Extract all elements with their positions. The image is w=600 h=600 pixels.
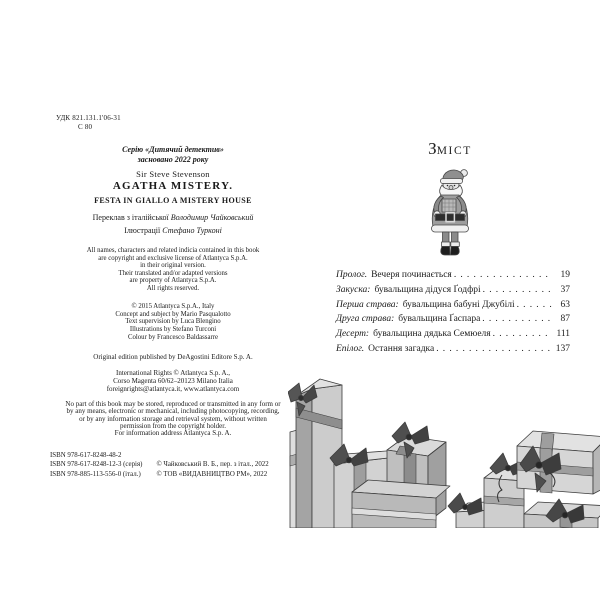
toc-entry <box>336 342 570 357</box>
copyright-line: Colour by Francesco Baldassarre <box>127 333 219 341</box>
toc-entry-text: Вечеря починається <box>371 270 452 280</box>
toc-entry <box>336 312 570 327</box>
gifts-illustration-wrap <box>288 372 600 528</box>
santa-illustration <box>424 166 476 258</box>
toc-entry-label: Десерт: <box>336 329 370 340</box>
series-note <box>50 145 296 165</box>
toc-dot-leader <box>517 298 552 313</box>
copyright-line: Illustrations by Stefano Turconi <box>129 326 217 334</box>
illustrator-prefix: Ілюстрації <box>124 226 163 235</box>
copyright-line: Text supervision by Luca Blengino <box>125 318 221 326</box>
contents-heading-initial: З <box>428 139 437 158</box>
rights-block <box>156 460 268 479</box>
table-of-contents <box>336 268 570 357</box>
isbn-line: ISBN 978-617-8248-12-3 (серія) <box>50 461 143 469</box>
reproduction-line: or by any information storage and retrieval system, without written <box>79 414 267 423</box>
international-rights-block <box>50 369 296 394</box>
series-note-line2: засновано 2022 року <box>137 155 209 164</box>
toc-entry-page: 19 <box>560 270 570 280</box>
license-line: are copyright and exclusive license of Atlantyca S.p.A. <box>98 254 248 262</box>
isbn-and-rights <box>50 451 296 480</box>
gifts-illustration <box>288 372 600 528</box>
illustrator-line <box>50 226 296 236</box>
copyright-line: © 2015 Atlantyca S.p.A., Italy <box>131 303 215 310</box>
series-note-line1: Серію «Дитячий детектив» <box>122 145 224 154</box>
license-line: All names, characters and related indicia contained in this book <box>86 247 260 254</box>
toc-entry-page: 111 <box>556 329 570 340</box>
imprint-column <box>50 114 296 480</box>
santa-illustration-wrap <box>300 166 600 258</box>
contents-heading-rest: МІСТ <box>436 145 472 157</box>
udc-number: УДК 821.131.1'06-31 <box>56 114 121 122</box>
contents-page <box>300 0 600 600</box>
isbn-block <box>50 451 142 480</box>
original-edition-line: Original edition published by DeAgostini Editore S.p. A. <box>93 352 253 361</box>
translator-line <box>50 213 296 223</box>
udc-code: С 80 <box>78 123 93 131</box>
toc-entry <box>336 327 570 342</box>
toc-entry-page: 87 <box>560 314 570 325</box>
intl-rights-line: Corso Magenta 60/62–20123 Milano Italia <box>113 376 233 385</box>
license-line: All rights reserved. <box>146 284 200 292</box>
toc-entry-text: бувальщина дідуся Ґодфрі <box>374 284 481 295</box>
toc-entry-label: Пролог. <box>336 270 368 280</box>
toc-entry-label: Закуска: <box>336 284 371 295</box>
toc-entry-page: 37 <box>560 284 570 295</box>
translation-credits <box>50 213 296 236</box>
copyright-2015-block <box>50 303 296 342</box>
reproduction-line: For information address Atlantyca S.p. A. <box>114 429 232 438</box>
reproduction-line: by any means, electronic or mechanical, including photocopying, recording, <box>66 407 280 416</box>
toc-entry <box>336 268 570 283</box>
reproduction-notice <box>50 401 296 438</box>
isbn-line: ISBN 978-617-8248-48-2 <box>50 451 122 459</box>
translator-name: Володимир Чайковський <box>170 213 254 222</box>
book-title: AGATHA MISTERY. <box>112 180 234 192</box>
license-line: are property of Atlantyca S.p.A. <box>129 277 217 284</box>
license-line: in their original version. <box>140 262 206 269</box>
rights-line: © Чайковський В. Б., пер. з італ., 2022 <box>156 461 269 469</box>
isbn-line: ISBN 978-885-113-556-0 (італ.) <box>50 470 141 478</box>
toc-dot-leader <box>483 283 552 298</box>
copyright-line: Concept and subject by Mario Pasqualotto <box>115 310 231 318</box>
toc-entry-text: бувальщина Ґаспара <box>398 314 481 325</box>
toc-entry-text: бувальщина дядька Семюеля <box>373 329 491 340</box>
translator-prefix: Переклав з італійської <box>92 213 171 222</box>
toc-entry-label: Друга страва: <box>336 314 395 325</box>
toc-entry-label: Перша страва: <box>336 299 399 310</box>
author-name: Sir Steve Stevenson <box>136 169 210 179</box>
toc-dot-leader <box>493 327 552 342</box>
toc-entry <box>336 298 570 313</box>
rights-line: © ТОВ «ВИДАВНИЦТВО РМ», 2022 <box>156 470 268 478</box>
reproduction-line: permission from the copyright holder. <box>120 421 226 430</box>
contents-heading <box>300 139 600 159</box>
toc-dot-leader <box>454 268 552 283</box>
license-notice <box>50 247 296 292</box>
reproduction-line: No part of this book may be stored, reproduced or transmitted in any form or <box>65 399 281 408</box>
toc-entry-text: Остання загадка <box>368 343 435 354</box>
udc-block <box>50 114 296 132</box>
toc-entry-page: 137 <box>555 343 570 354</box>
toc-dot-leader <box>482 312 552 327</box>
toc-entry-page: 63 <box>560 299 570 310</box>
book-subtitle: FESTA IN GIALLO A MISTERY HOUSE <box>94 196 252 205</box>
toc-dot-leader <box>436 342 552 357</box>
intl-rights-line: foreignrights@atlantyca.it, www.atlantyca.com <box>106 385 240 394</box>
toc-entry-text: бувальщина бабуні Джубілі <box>402 299 515 310</box>
intl-rights-line: International Rights © Atlantyca S.p. A., <box>116 368 230 377</box>
toc-entry-label: Епілог. <box>336 343 365 354</box>
toc-entry <box>336 283 570 298</box>
illustrator-name: Стефано Турконі <box>162 226 222 235</box>
license-line: Their translated and/or adapted versions <box>118 269 228 277</box>
